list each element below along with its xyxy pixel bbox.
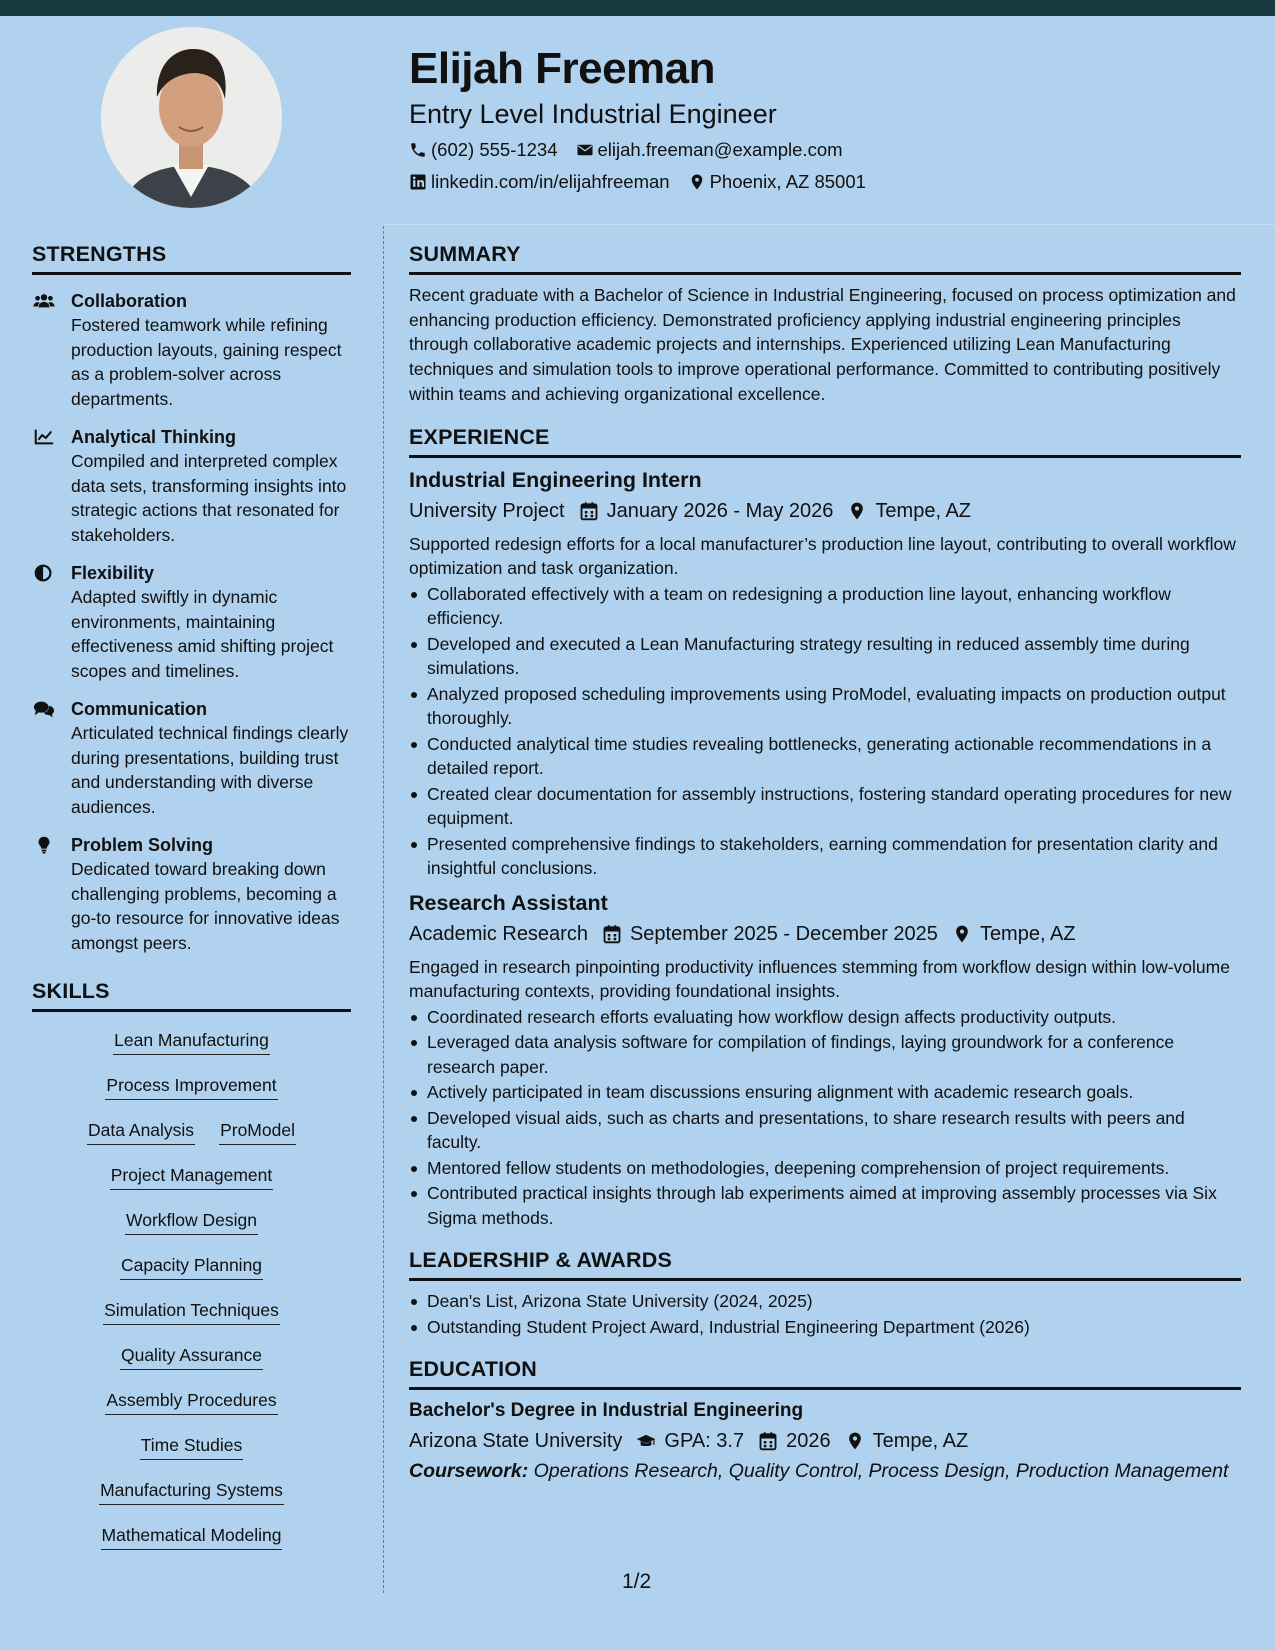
strengths-heading: STRENGTHS	[32, 240, 351, 275]
job-bullet: Leveraged data analysis software for compilation of findings, laying groundwork for a conference research paper.	[427, 1030, 1241, 1079]
strength-item	[32, 697, 351, 819]
skill-tag: Data Analysis	[87, 1118, 195, 1145]
skill-tag: Quality Assurance	[120, 1343, 263, 1370]
gpa-wrap	[636, 1426, 744, 1456]
summary-heading: SUMMARY	[409, 240, 1241, 275]
gpa-text: GPA: 3.7	[664, 1430, 745, 1453]
awards-heading: LEADERSHIP & AWARDS	[409, 1246, 1241, 1281]
skill-tag: Lean Manufacturing	[113, 1028, 270, 1055]
job-description: Supported redesign efforts for a local manufacturer’s production line layout, contributing to overall workflow optimization and task organization.	[409, 533, 1236, 579]
job-bullet: Actively participated in team discussions ensuring alignment with academic research goals.	[427, 1080, 1241, 1105]
phone-text: (602) 555-1234	[431, 139, 558, 160]
resume-header	[409, 40, 1249, 194]
summary-text: Recent graduate with a Bachelor of Science in Industrial Engineering, focused on process optimization and enhancing production efficiency. Demonstrated proficiency applying industrial engineering principles through collaborative academic projects and internships. Experienced utilizing Lean Manufacturing techniques and simulation tools to improve operational performance. Committed to contributing positively within teams and achieving organizational excellence.	[409, 285, 1236, 404]
coursework-list: Operations Research, Quality Control, Process Design, Production Management	[533, 1460, 1229, 1483]
profile-photo	[101, 27, 282, 208]
left-column	[32, 240, 351, 1568]
right-column	[409, 240, 1241, 1484]
skill-tag: Manufacturing Systems	[99, 1478, 284, 1505]
job-bullet: Coordinated research efforts evaluating how workflow design affects productivity outputs.	[427, 1005, 1241, 1030]
job-bullet: Mentored fellow students on methodologies, deepening comprehension of project requirements.	[427, 1156, 1241, 1181]
calendar-icon	[758, 1431, 778, 1451]
job-location: Tempe, AZ	[875, 499, 972, 522]
school-location: Tempe, AZ	[872, 1430, 969, 1453]
award-item: Outstanding Student Project Award, Industrial Engineering Department (2026)	[427, 1315, 1241, 1340]
job-title: Research Assistant	[409, 890, 608, 915]
skills-list	[32, 1028, 351, 1568]
strength-item	[32, 289, 351, 411]
job-bullet: Presented comprehensive findings to stakeholders, earning commendation for presentation clarity and insightful conclusions.	[427, 832, 1241, 881]
skill-tag: Workflow Design	[125, 1208, 258, 1235]
candidate-name: Elijah Freeman	[409, 44, 716, 93]
skill-tag: Project Management	[110, 1163, 273, 1190]
degree-title: Bachelor's Degree in Industrial Engineering	[409, 1400, 804, 1422]
experience-heading: EXPERIENCE	[409, 423, 1241, 458]
top-bar	[0, 0, 1275, 16]
job-bullets	[409, 1005, 1241, 1231]
strength-desc: Compiled and interpreted complex data sets, transforming insights into strategic actions that resonated for stakeholders.	[71, 451, 347, 545]
job-entry	[409, 889, 1241, 1231]
skill-tag: Process Improvement	[105, 1073, 277, 1100]
skill-tag: Capacity Planning	[120, 1253, 263, 1280]
calendar-icon	[602, 924, 622, 944]
linkedin-icon	[409, 173, 427, 191]
grad-year-wrap	[758, 1426, 831, 1456]
header-rule	[384, 224, 1275, 225]
skill-tag: Assembly Procedures	[105, 1388, 277, 1415]
skills-heading: SKILLS	[32, 977, 351, 1012]
skill-tag: Mathematical Modeling	[101, 1523, 283, 1550]
calendar-icon	[579, 501, 599, 521]
job-dates: January 2026 - May 2026	[606, 499, 834, 522]
strength-desc: Adapted swiftly in dynamic environments, maintaining effectiveness amid shifting project scopes and timelines.	[71, 587, 334, 681]
job-location-wrap	[847, 496, 971, 526]
job-bullet: Analyzed proposed scheduling improvements using ProModel, evaluating impacts on production output thoroughly.	[427, 682, 1241, 731]
school-location-wrap	[845, 1426, 969, 1456]
awards-list	[409, 1289, 1241, 1339]
job-bullet: Conducted analytical time studies revealing bottlenecks, generating actionable recommendations in a detailed report.	[427, 732, 1241, 781]
job-meta	[409, 496, 1241, 526]
strength-title: Communication	[71, 699, 208, 719]
job-meta	[409, 919, 1241, 949]
half-circle-icon	[33, 563, 55, 583]
education-heading: EDUCATION	[409, 1355, 1241, 1390]
linkedin-contact[interactable]	[409, 170, 670, 194]
skill-tag: Time Studies	[140, 1433, 243, 1460]
strength-item	[32, 561, 351, 683]
coursework-label: Coursework:	[409, 1460, 529, 1483]
coursework	[409, 1459, 1241, 1484]
job-dates-wrap	[579, 496, 834, 526]
skill-tag: ProModel	[219, 1118, 296, 1145]
job-description: Engaged in research pinpointing productivity influences stemming from workflow design within low-volume manufacturing contexts, providing foundational insights.	[409, 956, 1230, 1002]
strength-title: Flexibility	[71, 563, 155, 583]
graduation-cap-icon	[636, 1431, 656, 1451]
lightbulb-icon	[33, 835, 55, 855]
strength-item	[32, 425, 351, 547]
candidate-role: Entry Level Industrial Engineer	[409, 99, 777, 129]
job-bullet: Collaborated effectively with a team on redesigning a production line layout, enhancing workflow efficiency.	[427, 582, 1241, 631]
job-dates: September 2025 - December 2025	[629, 922, 938, 945]
strength-title: Collaboration	[71, 291, 187, 311]
job-location-wrap	[952, 919, 1076, 949]
job-bullet: Developed visual aids, such as charts and presentations, to share research results with peers and faculty.	[427, 1106, 1241, 1155]
job-bullet: Developed and executed a Lean Manufacturing strategy resulting in reduced assembly time during simulations.	[427, 632, 1241, 681]
email-contact[interactable]	[576, 138, 843, 162]
users-icon	[33, 291, 55, 311]
job-location: Tempe, AZ	[979, 922, 1076, 945]
job-org: University Project	[409, 499, 565, 522]
education-meta	[409, 1426, 1241, 1456]
location-contact	[688, 170, 866, 194]
linkedin-text[interactable]: linkedin.com/in/elijahfreeman	[431, 171, 670, 192]
location-text: Phoenix, AZ 85001	[709, 171, 866, 192]
email-text[interactable]: elijah.freeman@example.com	[597, 139, 843, 160]
contact-row-2	[409, 170, 1249, 194]
phone-contact	[409, 138, 558, 162]
column-divider	[383, 226, 384, 1593]
school-name: Arizona State University	[409, 1430, 623, 1453]
map-marker-icon	[847, 501, 867, 521]
strength-desc: Dedicated toward breaking down challenging problems, becoming a go-to resource for innovative ideas amongst peers.	[71, 859, 340, 953]
strength-title: Problem Solving	[71, 835, 214, 855]
job-bullets	[409, 582, 1241, 881]
map-marker-icon	[688, 173, 706, 191]
strength-desc: Articulated technical findings clearly during presentations, building trust and understanding with diverse audiences.	[71, 723, 349, 817]
job-bullet: Contributed practical insights through lab experiments aimed at improving assembly processes via Six Sigma methods.	[427, 1181, 1241, 1230]
job-entry	[409, 466, 1241, 881]
skill-tag: Simulation Techniques	[103, 1298, 280, 1325]
grad-year: 2026	[786, 1430, 831, 1453]
page-number: 1/2	[622, 1570, 652, 1593]
award-item: Dean's List, Arizona State University (2024, 2025)	[427, 1289, 1241, 1314]
comments-icon	[33, 699, 55, 719]
phone-icon	[409, 141, 427, 159]
job-title: Industrial Engineering Intern	[409, 467, 702, 492]
job-org: Academic Research	[409, 922, 588, 945]
map-marker-icon	[845, 1431, 865, 1451]
strength-item	[32, 833, 351, 955]
job-dates-wrap	[602, 919, 938, 949]
map-marker-icon	[952, 924, 972, 944]
strength-desc: Fostered teamwork while refining production layouts, gaining respect as a problem-solver across departments.	[71, 315, 342, 409]
job-bullet: Created clear documentation for assembly instructions, fostering standard operating procedures for new equipment.	[427, 782, 1241, 831]
chart-line-icon	[33, 427, 55, 447]
contact-row-1	[409, 138, 1249, 162]
strength-title: Analytical Thinking	[71, 427, 237, 447]
envelope-icon	[576, 141, 594, 159]
